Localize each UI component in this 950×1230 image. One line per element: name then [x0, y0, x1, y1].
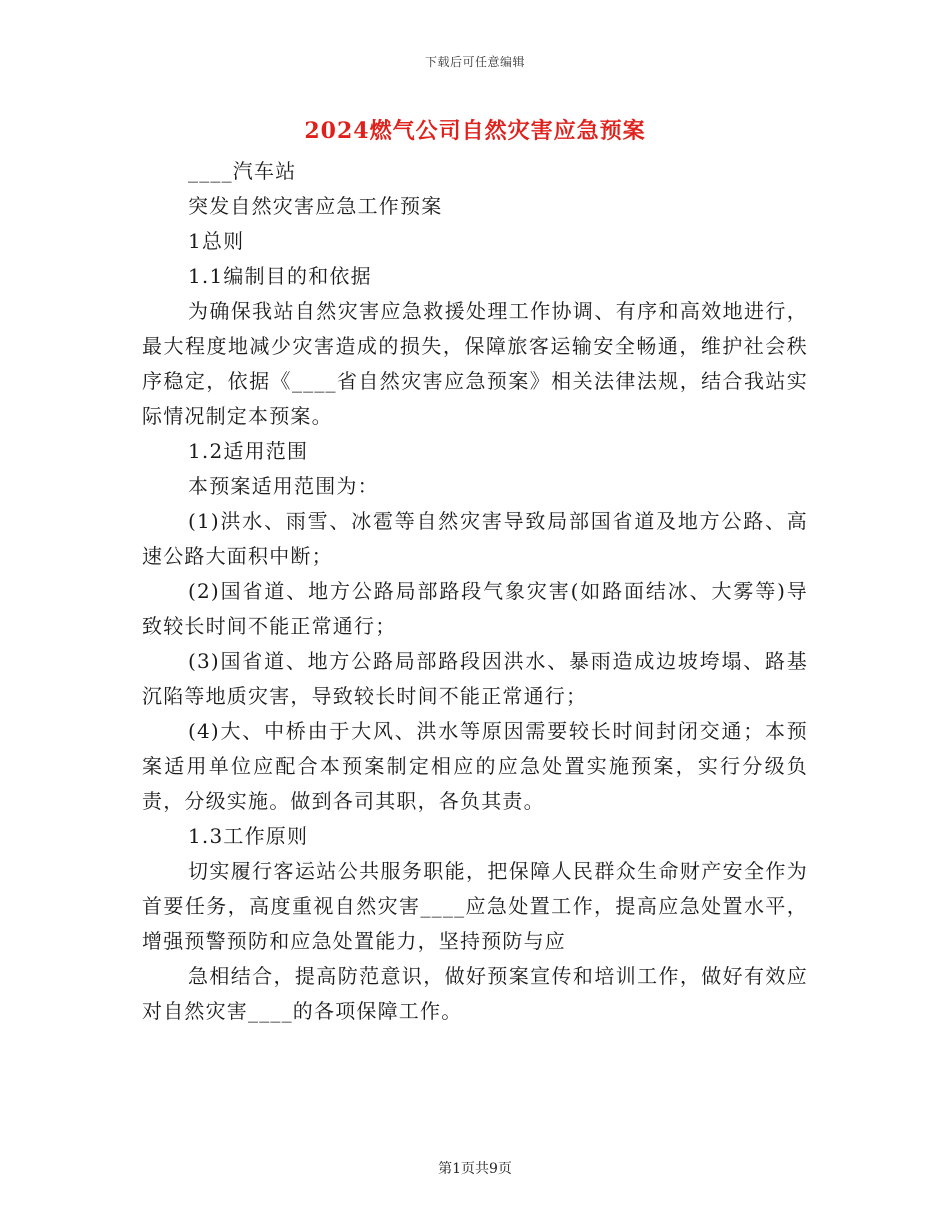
paragraph-scope-item-2: (2)国省道、地方公路局部路段气象灾害(如路面结冰、大雾等)导致较长时间不能正常通行； — [142, 579, 808, 638]
paragraph-principles-continued: 急相结合，提高防范意识，做好预案宣传和培训工作，做好有效应对自然灾害____的各项保障工作。 — [142, 964, 808, 1023]
paragraph-station: ____汽车站 — [188, 159, 297, 183]
page-header-note: 下载后可任意编辑 — [424, 55, 525, 69]
section-heading-1-2: 1.2适用范围 — [188, 439, 309, 463]
section-heading-1-1: 1.1编制目的和依据 — [188, 264, 372, 288]
paragraph-scope-intro: 本预案适用范围为： — [188, 474, 379, 498]
section-heading-1-3: 1.3工作原则 — [188, 824, 309, 848]
section-heading-general: 1总则 — [188, 229, 245, 253]
document-title: 2024燃气公司自然灾害应急预案 — [304, 118, 646, 144]
document-body — [142, 154, 808, 1029]
paragraph-purpose: 为确保我站自然灾害应急救援处理工作协调、有序和高效地进行，最大程度地减少灾害造成的损失，保障旅客运输安全畅通，维护社会秩序稳定，依据《____省自然灾害应急预案》相关法律法规，结合我站实际情况制定本预案。 — [142, 299, 808, 428]
page-footer-pagination: 第1页共9页 — [438, 1161, 512, 1177]
paragraph-scope-item-1: (1)洪水、雨雪、冰雹等自然灾害导致局部国省道及地方公路、高速公路大面积中断； — [142, 509, 808, 568]
paragraph-plan-name: 突发自然灾害应急工作预案 — [188, 194, 443, 218]
paragraph-scope-item-4: (4)大、中桥由于大风、洪水等原因需要较长时间封闭交通；本预案适用单位应配合本预案制定相应的应急处置实施预案，实行分级负责，分级实施。做到各司其职，各负其责。 — [142, 719, 808, 813]
paragraph-principles: 切实履行客运站公共服务职能，把保障人民群众生命财产安全作为首要任务，高度重视自然灾害____应急处置工作，提高应急处置水平，增强预警预防和应急处置能力，坚持预防与应 — [142, 859, 808, 953]
paragraph-scope-item-3: (3)国省道、地方公路局部路段因洪水、暴雨造成边坡垮塌、路基沉陷等地质灾害，导致较长时间不能正常通行； — [142, 649, 808, 708]
